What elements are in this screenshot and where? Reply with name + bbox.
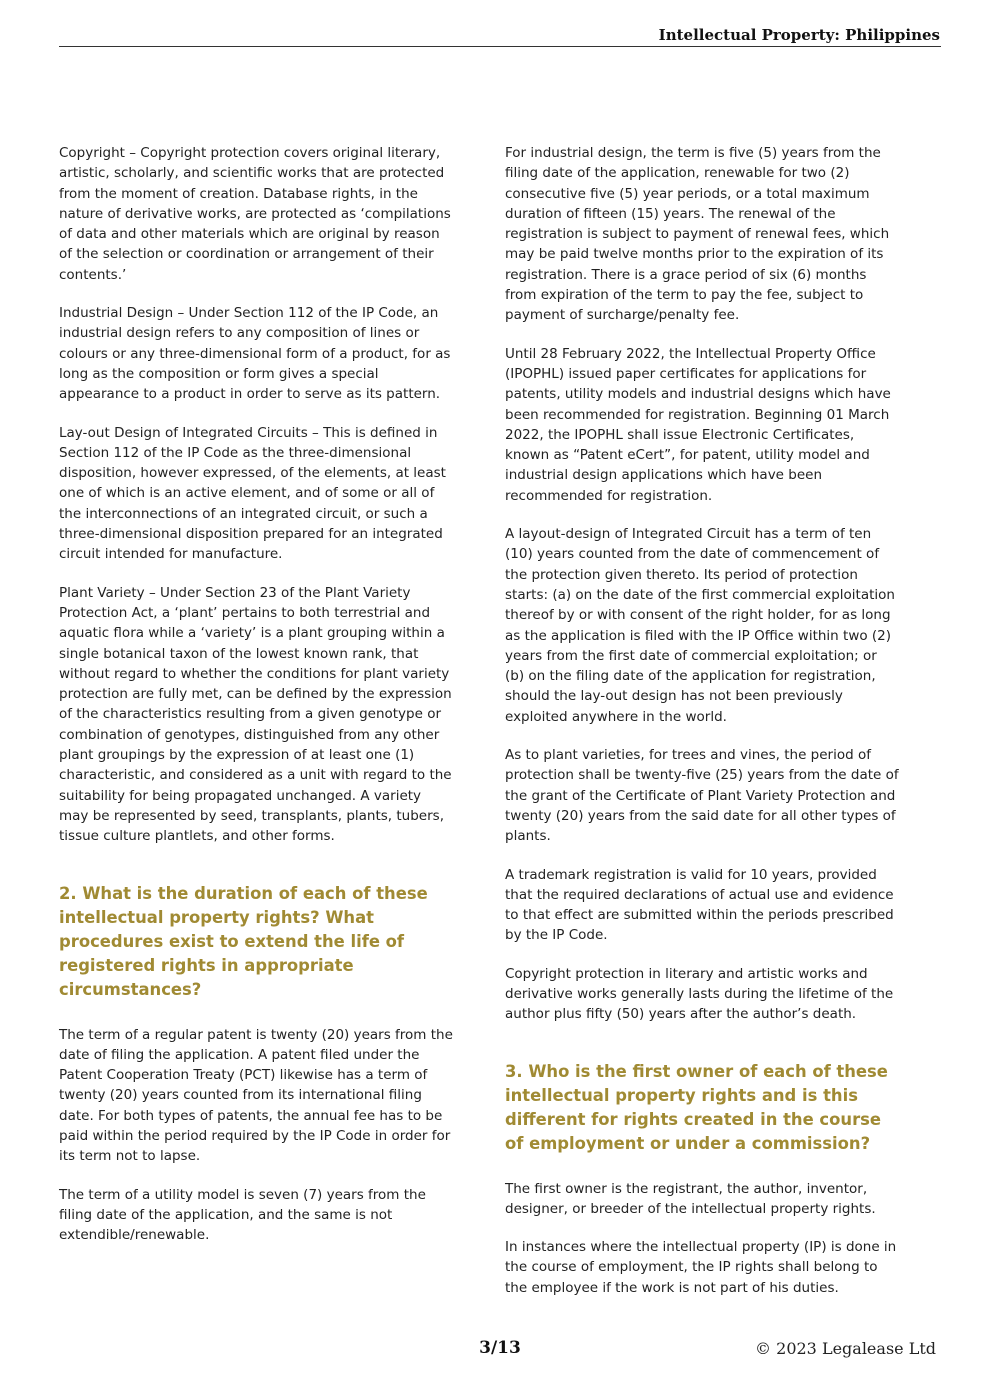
paragraph-industrial-design-term: For industrial design, the term is five (5) years from the filing date of the application, renewable for two (2) consecutive five (5) year periods, or a total maximum duration of fifteen (15) years. The renewal of the registration is subject to payment of renewal fees, which may be paid twelve months prior to the expiration of its registration. There is a grace period of six (6) months from expiration of the term to pay the fee, subject to payment of surcharge/penalty fee. [505,145,890,324]
running-header-title: Intellectual Property: Philippines [658,26,940,44]
copyright-notice: © 2023 Legalease Ltd [755,1339,936,1358]
page-number: 3/13 [479,1338,521,1358]
paragraph-plant-variety: Plant Variety – Under Section 23 of the Plant Variety Protection Act, a ‘plant’ pertains to both terrestrial and aquatic flora while a ‘variety’ is a plant grouping within a single botanical taxon of the lowest known rank, that without regard to whether the conditions for plant variety protection are fully met, can be defined by the expression of the characteristics resulting from a given genotype or combination of genotypes, distinguished from any other plant groupings by the expression of at least one (1) characteristic, and considered as a unit with regard to the suitability for being propagated unchanged. A variety may be represented by seed, transplants, plants, tubers, tissue culture plantlets, and other forms. [59,584,452,845]
right-column [505,143,900,1316]
paragraph-first-owner: The first owner is the registrant, the author, inventor, designer, or breeder of the intellectual property rights. [505,1180,876,1217]
paragraph-layout-design: Lay-out Design of Integrated Circuits – This is defined in Section 112 of the IP Code as the three-dimensional disposition, however expressed, of the elements, at least one of which is an active element, and of some or all of the interconnections of an integrated circuit, or such a three-dimensional disposition prepared for an integrated circuit intended for manufacture. [59,424,446,563]
paragraph-employment-ownership: In instances where the intellectual property (IP) is done in the course of employment, the IP rights shall belong to the employee if the work is not part of his duties. [505,1239,897,1296]
paragraph-copyright: Copyright – Copyright protection covers original literary, artistic, scholarly, and scientific works that are protected from the moment of creation. Database rights, in the nature of derivative works, are protected as ‘compilations of data and other materials which are original by reason of the selection or coordination or arrangement of their contents.’ [59,145,451,283]
question-heading-3: 3. Who is the first owner of each of these intellectual property rights and is this different for rights created in the course of employment or under a commission? [505,1061,888,1153]
paragraph-copyright-term: Copyright protection in literary and artistic works and derivative works generally lasts during the lifetime of the author plus fifty (50) years after the author’s death. [505,965,894,1023]
left-column [59,143,454,1263]
paragraph-plant-variety-term: As to plant varieties, for trees and vines, the period of protection shall be twenty-five (25) years from the date of the grant of the Certificate of Plant Variety Protection and twenty (20) years from the said date for all other types of plants. [505,747,899,845]
paragraph-trademark-term: A trademark registration is valid for 10 years, provided that the required declarations of actual use and evidence to that effect are submitted within the periods prescribed by the IP Code. [505,866,894,944]
paragraph-integrated-circuit-term: A layout-design of Integrated Circuit has a term of ten (10) years counted from the date of commencement of the protection given thereto. Its period of protection starts: (a) on the date of the first commercial exploitation thereof by or with consent of the right holder, for as long as the application is filed with the IP Office within two (2) years from the first date of commercial exploitation; or (b) on the filing date of the application for registration, should the lay-out design has not been previously exploited anywhere in the world. [505,526,895,725]
question-heading-2: 2. What is the duration of each of these intellectual property rights? What procedures exist to extend the life of registered rights in appropriate circumstances? [59,883,428,999]
paragraph-industrial-design: Industrial Design – Under Section 112 of the IP Code, an industrial design refers to any composition of lines or colours or any three-dimensional form of a product, for as long as the composition or form gives a special appearance to a product in order to serve as its pattern. [59,305,451,403]
paragraph-patent-term: The term of a regular patent is twenty (20) years from the date of filing the application. A patent filed under the Patent Cooperation Treaty (PCT) likewise has a term of twenty (20) years counted from its international filing date. For both types of patents, the annual fee has to be paid within the period required by the IP Code in order for its term not to lapse. [59,1026,453,1165]
paragraph-utility-model-term: The term of a utility model is seven (7) years from the filing date of the application, and the same is not extendible/renewable. [59,1186,426,1244]
header-divider [59,46,941,47]
paragraph-ecert: Until 28 February 2022, the Intellectual Property Office (IPOPHL) issued paper certificates for applications for patents, utility models and industrial designs which have been recommended for registration. Beginning 01 March 2022, the IPOPHL shall issue Electronic Certificates, known as “Patent eCert”, for patent, utility model and industrial design applications which have been recommended for registration. [505,345,891,504]
